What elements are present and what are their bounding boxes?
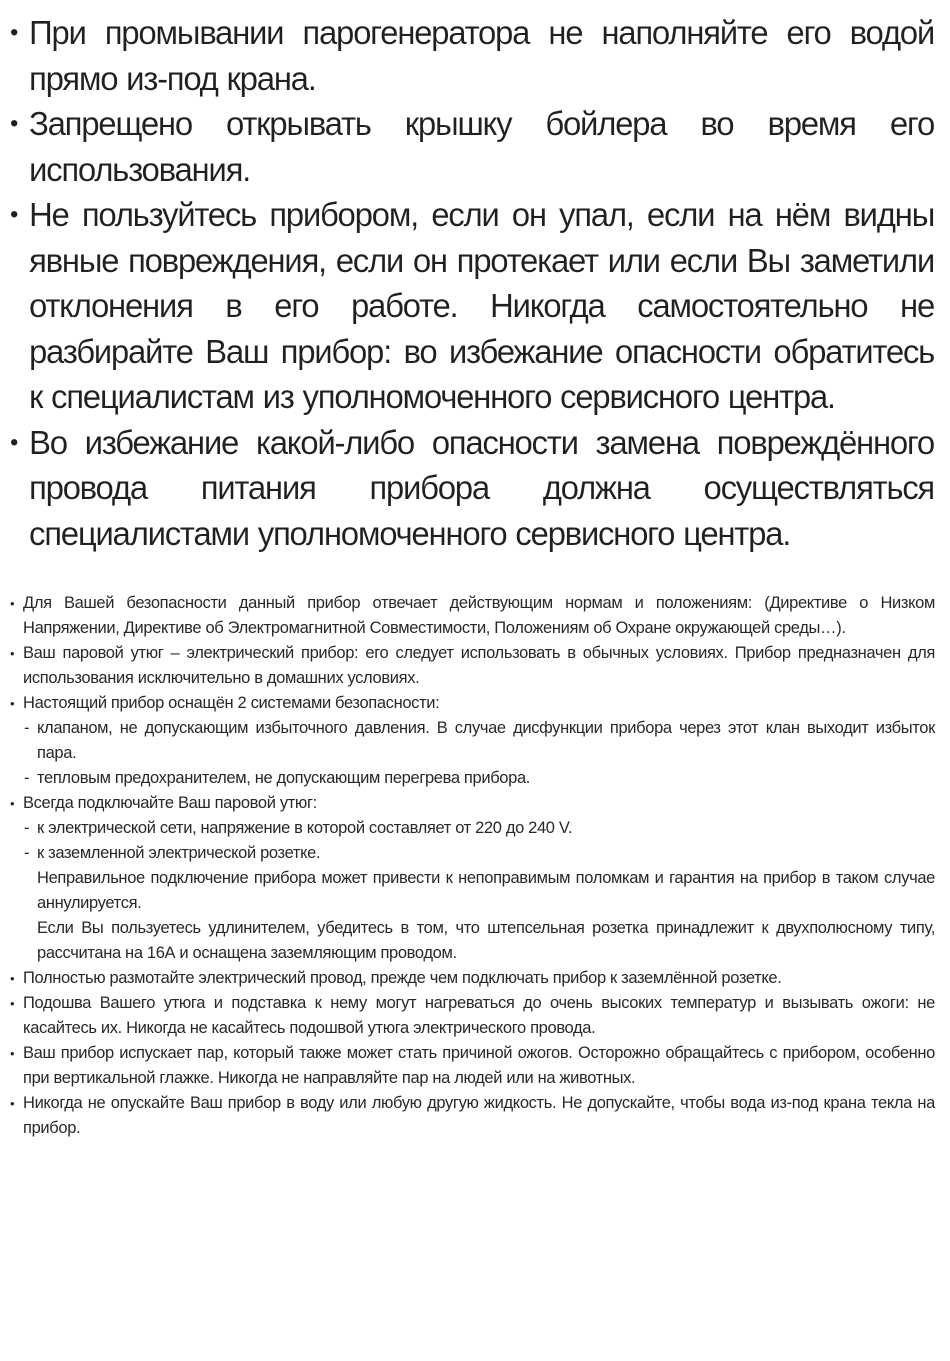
bullet-icon: • (10, 428, 18, 456)
safety-instructions (10, 591, 935, 1141)
safety-item (10, 991, 935, 1041)
bullet-icon: • (10, 110, 18, 137)
warning-text: Во избежание какой-либо опасности замена повреждённого провода питания прибора должна осуществляться специалистами уполномоченного сервисного центра. (29, 423, 934, 552)
dash-icon: - (24, 819, 30, 837)
warning-item (10, 10, 934, 101)
safety-text: Подошва Вашего утюга и подставка к нему могут нагреваться до очень высоких температур и вызывать ожоги: не касайтесь их. Никогда не касайтесь подошвой утюга электрического провода. (23, 994, 935, 1037)
safety-subtext: к заземленной электрической розетке. (37, 844, 321, 862)
warning-text: При промывании парогенератора не наполняйте его водой прямо из-под крана. (29, 14, 934, 97)
safety-item (10, 691, 935, 716)
dash-icon: - (24, 769, 30, 787)
bullet-icon: • (10, 596, 15, 611)
safety-text: Ваш паровой утюг – электрический прибор: его следует использовать в обычных условиях. Прибор предназначен для использования исключительно в домашних условиях. (23, 644, 935, 687)
warning-text: Запрещено открывать крышку бойлера во время его использования. (29, 105, 934, 188)
safety-subtext: к электрической сети, напряжение в которой составляет от 220 до 240 V. (37, 819, 573, 837)
safety-item (10, 791, 935, 816)
safety-item (10, 641, 935, 691)
safety-text: Для Вашей безопасности данный прибор отвечает действующим нормам и положениям: (Директиве о Низком Напряжении, Директиве об Электромагнитной Совместимости, Положениям об Охране окружающей среды…). (23, 594, 935, 637)
bullet-icon: • (10, 796, 15, 811)
safety-subitem (10, 816, 935, 841)
bullet-icon: • (10, 646, 15, 661)
safety-subitem (10, 766, 935, 791)
warning-item (10, 420, 934, 557)
safety-text: Всегда подключайте Ваш паровой утюг: (23, 794, 317, 812)
dash-icon: - (24, 844, 30, 862)
safety-subitem (10, 716, 935, 766)
safety-subitem (10, 841, 935, 866)
safety-item (10, 591, 935, 641)
bullet-icon: • (10, 201, 18, 228)
bullet-icon: • (10, 1096, 15, 1111)
safety-item (10, 966, 935, 991)
safety-note-text: Если Вы пользуетесь удлинителем, убедитесь в том, что штепсельная розетка принадлежит к двухполюсному типу, рассчитана на 16А и оснащена заземляющим проводом. (37, 919, 935, 962)
bullet-icon: • (10, 19, 18, 46)
safety-text: Ваш прибор испускает пар, который также может стать причиной ожогов. Осторожно обращайтесь с прибором, особенно при вертикальной глажке. Никогда не направляйте пар на людей или на животных. (23, 1044, 935, 1087)
safety-note (10, 866, 935, 916)
dash-icon: - (24, 719, 30, 737)
safety-item (10, 1091, 935, 1141)
warning-text: Не пользуйтесь прибором, если он упал, если на нём видны явные повреждения, если он протекает или если Вы заметили отклонения в его работе. Никогда самостоятельно не разбирайте Ваш прибор: во избежание опасности обратитесь к специалистам из уполномоченного сервисного центра. (29, 196, 934, 415)
bullet-icon: • (10, 696, 15, 711)
safety-text: Полностью размотайте электрический провод, прежде чем подключать прибор к заземлённой розетке. (23, 969, 782, 987)
warning-item (10, 101, 934, 192)
safety-text: Никогда не опускайте Ваш прибор в воду или любую другую жидкость. Не допускайте, чтобы вода из-под крана текла на прибор. (23, 1094, 935, 1137)
bullet-icon: • (10, 996, 15, 1011)
safety-subtext: тепловым предохранителем, не допускающим перегрева прибора. (37, 769, 531, 787)
bullet-icon: • (10, 1046, 15, 1061)
safety-subtext: клапаном, не допускающим избыточного давления. В случае дисфункции прибора через этот клан выходит избыток пара. (37, 719, 935, 762)
safety-text: Настоящий прибор оснащён 2 системами безопасности: (23, 694, 440, 712)
bullet-icon: • (10, 971, 15, 986)
safety-note (10, 916, 935, 966)
safety-note-text: Неправильное подключение прибора может привести к непоправимым поломкам и гарантия на прибор в таком случае аннулируется. (37, 869, 935, 912)
warning-item (10, 192, 934, 420)
warnings-list (10, 10, 934, 556)
safety-item (10, 1041, 935, 1091)
